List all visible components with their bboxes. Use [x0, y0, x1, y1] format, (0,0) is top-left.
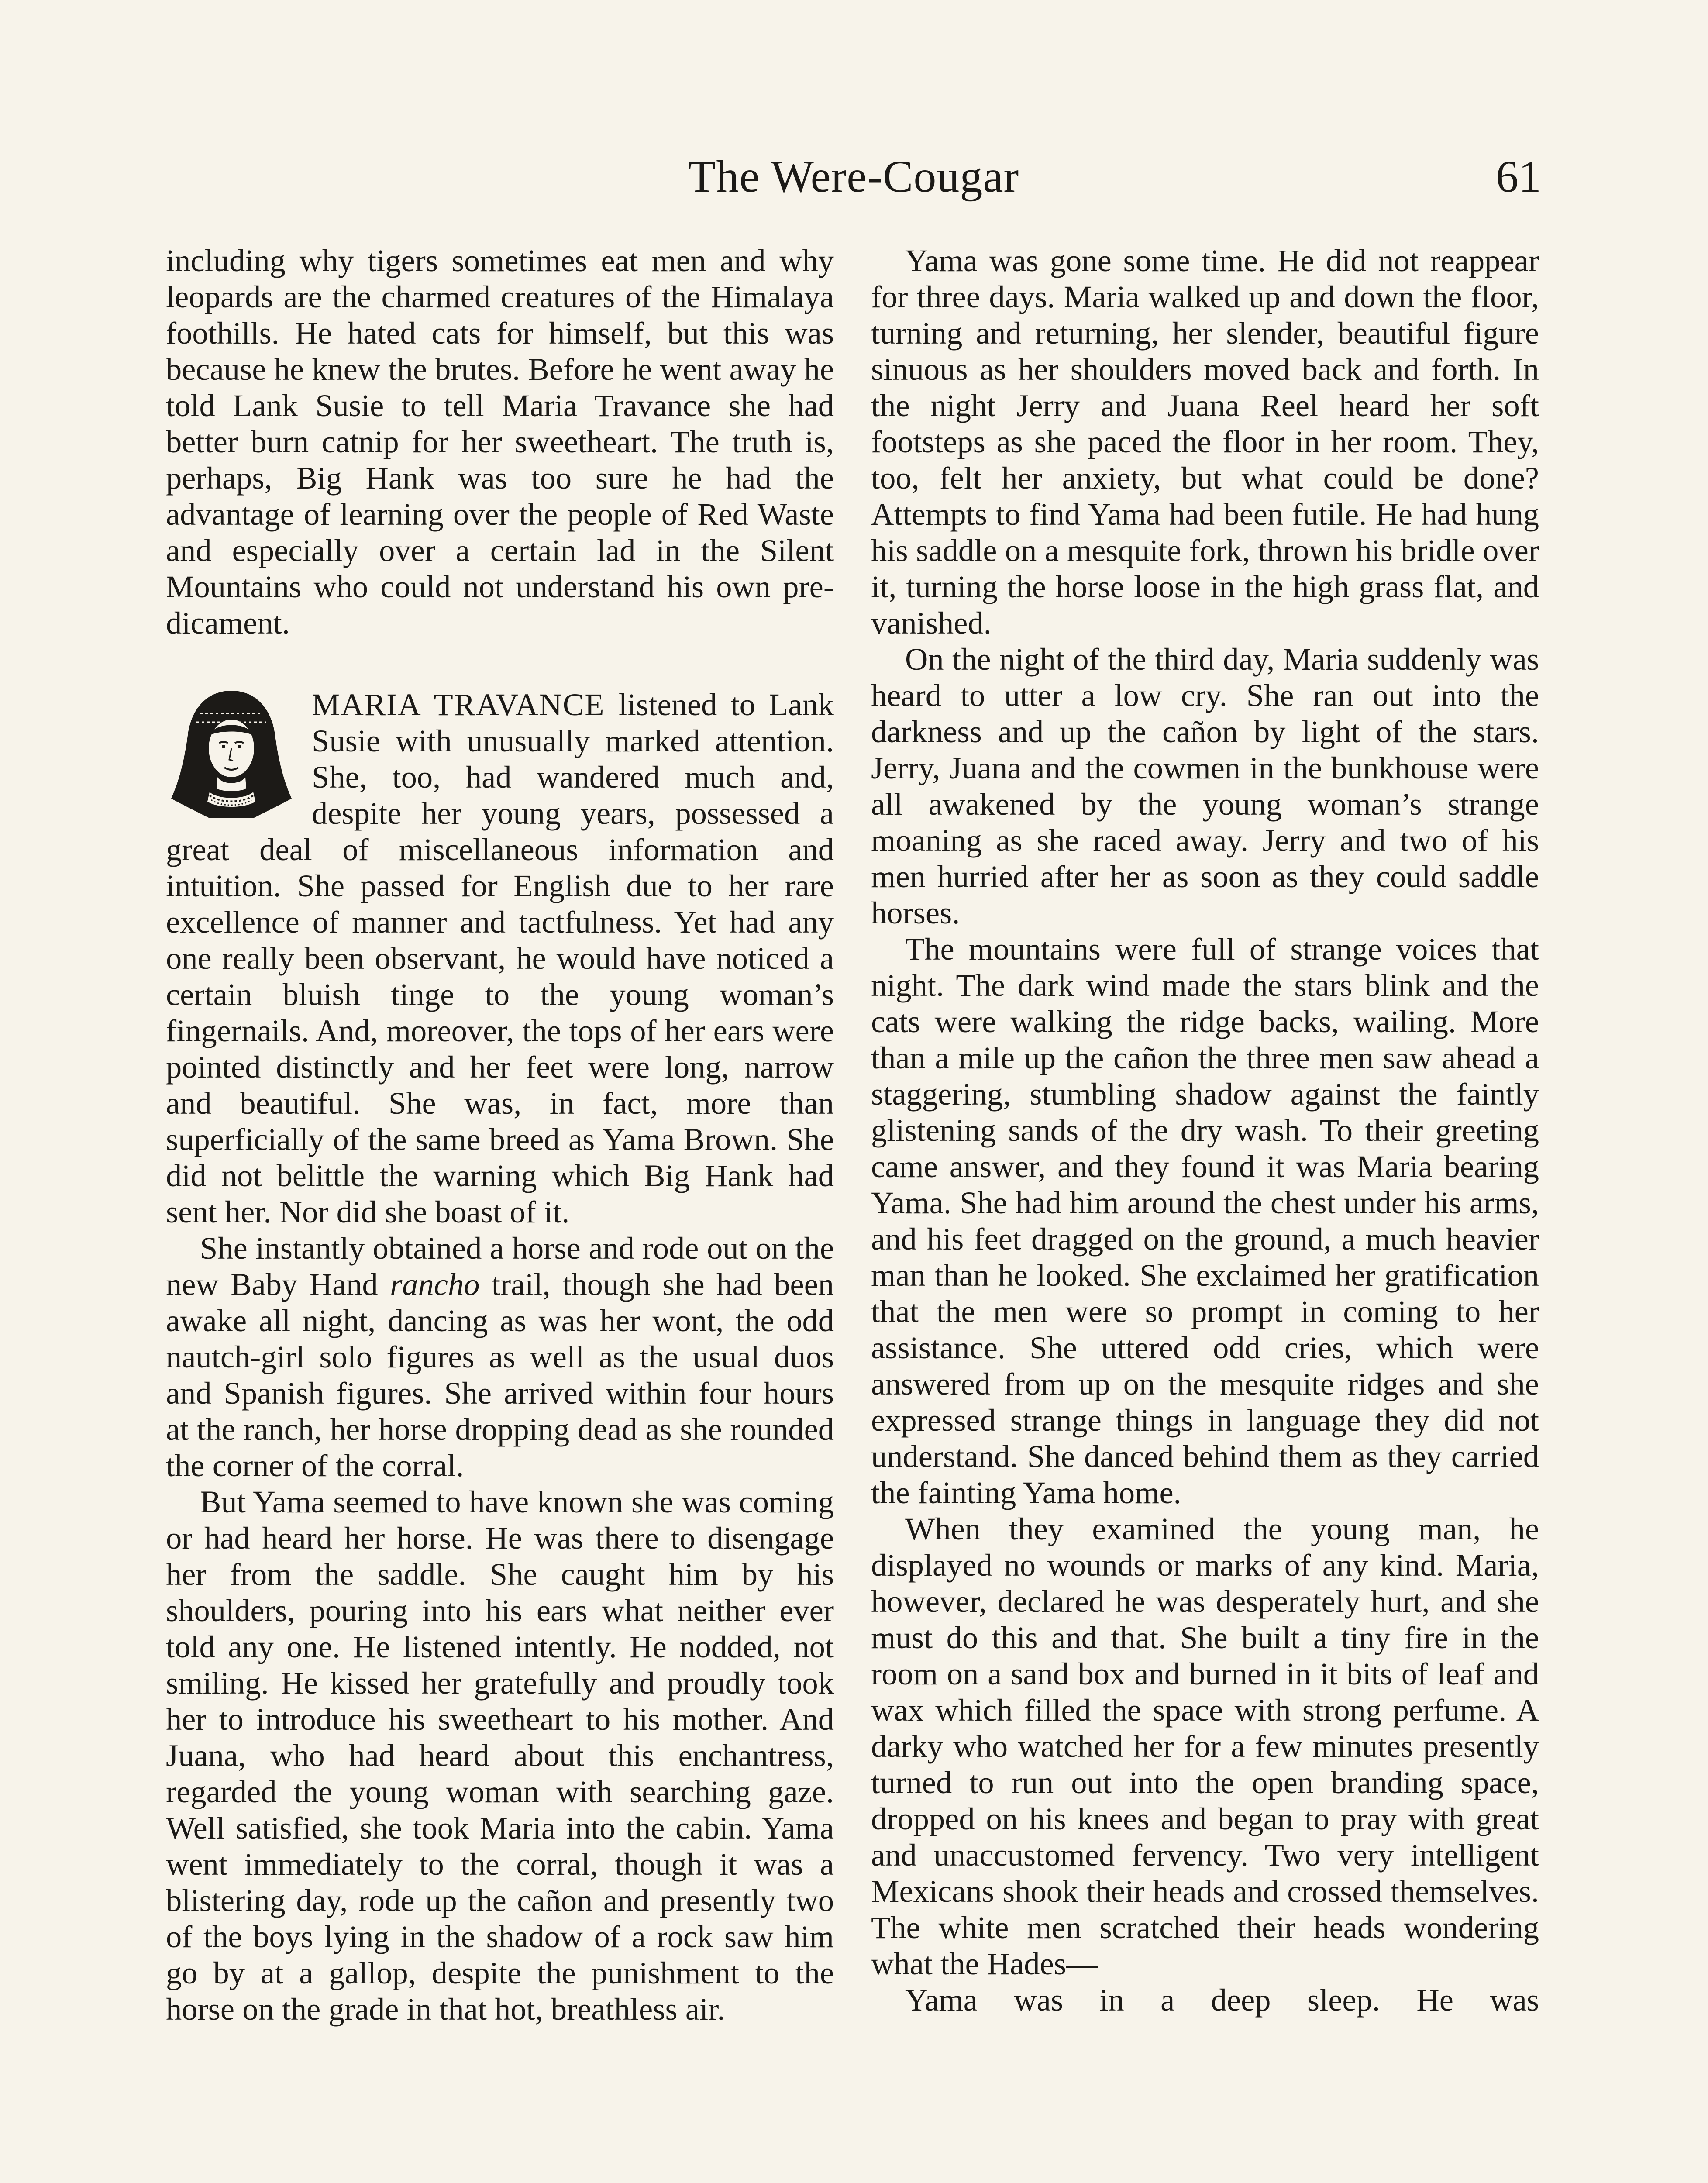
- right-column: [871, 242, 1539, 2018]
- paragraph-text: trail, though she had been awake all night, dancing as was her wont, the odd nautch-girl solo figures as well as the usual duos and Spanish figures. She arrived within four hours at the ranch, her horse dropping dead as she rounded the corner of the corral.: [166, 1267, 834, 1483]
- paragraph: Yama was gone some time. He did not reappear for three days. Maria walked up and down the floor, turning and returning, her slender, beautiful figure sinuous as her shoulders moved back and forth. In the night Jerry and Juana Reel heard her soft footsteps as she paced the floor in her room. They, too, felt her anxiety, but what could be done? Attempts to find Yama had been futile. He had hung his saddle on a mesquite fork, thrown his bridle over it, turning the horse loose in the high grass flat, and vanished.: [871, 243, 1539, 640]
- dropcap-lead: MARIA TRAVANCE: [312, 687, 605, 722]
- left-column: [166, 242, 834, 2027]
- paragraph: including why tigers sometimes eat men and why leopards are the charmed creatures of the Himalaya foothills. He hated cats for himself, but this was because he knew the brutes. Before he went away he told Lank Susie to tell Maria Travance she had better burn catnip for her sweetheart. The truth is, perhaps, Big Hank was too sure he had the advantage of learning over the people of Red Waste and especially over a certain lad in the Silent Mountains who could not understand his own predicament.: [166, 243, 834, 640]
- running-title: The Were-Cougar: [688, 152, 1019, 202]
- woman-portrait-icon: [166, 687, 297, 827]
- paragraph-text: listened to Lank Susie with unusually marked attention. She, too, had wandered much and, despite her young years, possessed a great deal of miscellaneous information and intuition. She passed for English due to her rare excellence of manner and tactfulness. Yet had any one really been observant, he would have noticed a certain bluish tinge to the young woman’s fingernails. And, moreover, the tops of her ears were pointed distinctly and her feet were long, narrow and beautiful. She was, in fact, more than superficially of the same breed as Yama Brown. She did not belittle the warning which Big Hank had sent her. Nor did she boast of it.: [166, 687, 834, 1229]
- paragraph: Yama was in a deep sleep. He was: [905, 1982, 1539, 2018]
- paragraph: [166, 1230, 834, 1484]
- paragraph: On the night of the third day, Maria suddenly was heard to utter a low cry. She ran out into the darkness and up the cañon by light of the stars. Jerry, Juana and the cowmen in the bunkhouse were all awakened by the young woman’s strange moaning as she raced away. Jerry and two of his men hurried after her as soon as they could saddle horses.: [871, 641, 1539, 930]
- paragraph-text: She instantly obtained a horse and rode out on the new Baby Hand: [166, 1230, 834, 1302]
- paragraph: The mountains were full of strange voices that night. The dark wind made the stars blink and the cats were walking the ridge backs, wailing. More than a mile up the cañon the three men saw ahead a staggering, stumbling shadow against the faintly glistening sands of the dry wash. To their greeting came answer, and they found it was Maria bearing Yama. She had him around the chest under his arms, and his feet dragged on the ground, a much heavier man than he looked. She exclaimed her gratification that the men were so prompt in coming to her assistance. She uttered odd cries, which were answered from up on the mesquite ridges and she expressed strange things in language they did not understand. She danced behind them as they carried the fainting Yama home.: [871, 931, 1539, 1510]
- page-number: 61: [1496, 152, 1541, 202]
- italic-word: rancho: [390, 1267, 480, 1302]
- running-head: [166, 144, 1541, 210]
- paragraph: When they examined the young man, he displayed no wounds or marks of any kind. Maria, however, declared he was desperately hurt, and she must do this and that. She built a tiny fire in the room on a sand box and burned in it bits of leaf and wax which filled the space with strong perfume. A darky who watched her for a few minutes presently turned to run out into the open branding space, dropped on his knees and began to pray with great and unaccustomed fervency. Two very intelligent Mexicans shook their heads and crossed themselves. The white men scratched their heads wondering what the Hades—: [871, 1511, 1539, 1981]
- paragraph: But Yama seemed to have known she was coming or had heard her horse. He was there to disengage her from the saddle. She caught him by his shoulders, pouring into his ears what neither ever told any one. He listened intently. He nodded, not smiling. He kissed her gratefully and proudly took her to introduce his sweetheart to his mother. And Juana, who had heard about this enchantress, regarded the young woman with searching gaze. Well satisfied, she took Maria into the cabin. Yama went immediately to the corral, though it was a blistering day, rode up the cañon and presently two of the boys lying in the shadow of a rock saw him go by at a gallop, despite the punishment to the horse on the grade in that hot, breathless air.: [166, 1484, 834, 2027]
- paragraph-with-dropcap: [166, 686, 834, 1230]
